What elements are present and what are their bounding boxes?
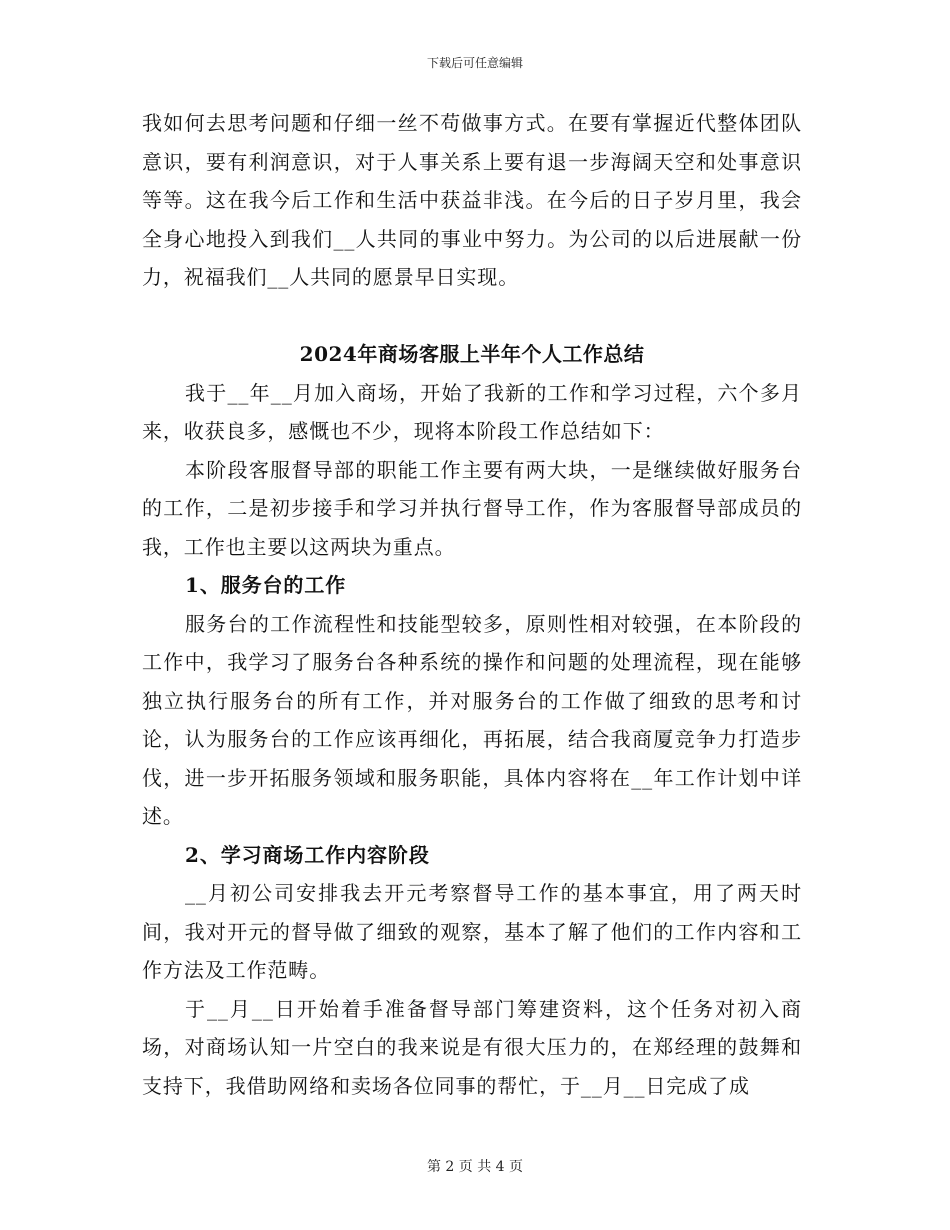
page-header: 下载后可任意编辑 [426,56,523,70]
intro-paragraph: 我如何去思考问题和仔细一丝不苟做事方式。在要有掌握近代整体团队意识，要有利润意识，对于人事关系上要有退一步海阔天空和处事意识等等。这在我今后工作和生活中获益非浅。在今后的日子岁月里，我会全身心地投入到我们__人共同的事业中努力。为公司的以后进展献一份力，祝福我们__人共同的愿景早日实现。 [142,111,802,289]
paragraph-study-1: __月初公司安排我去开元考察督导工作的基本事宜，用了两天时间，我对开元的督导做了细致的观察，基本了解了他们的工作内容和工作方法及工作范畴。 [142,881,802,982]
paragraph-intro: 我于__年__月加入商场，开始了我新的工作和学习过程，六个多月来，收获良多，感慨也不少，现将本阶段工作总结如下： [142,380,802,443]
page-footer: 第 2 页 共 4 页 [426,1159,524,1175]
heading-service-desk: 1、服务台的工作 [185,573,347,597]
heading-study: 2、学习商场工作内容阶段 [185,842,430,867]
document-body [142,104,802,1105]
section-spacer [142,297,802,336]
section-title: 2024年商场客服上半年个人工作总结 [299,342,645,366]
paragraph-service-desk: 服务台的工作流程性和技能型较多，原则性相对较强，在本阶段的工作中，我学习了服务台各种系统的操作和问题的处理流程，现在能够独立执行服务台的所有工作，并对服务台的工作做了细致的思考和讨论，认为服务台的工作应该再细化，再拓展，结合我商厦竞争力打造步伐，进一步开拓服务领域和服务职能，具体内容将在__年工作计划中详述。 [142,611,802,828]
paragraph-duties: 本阶段客服督导部的职能工作主要有两大块，一是继续做好服务台的工作，二是初步接手和学习并执行督导工作，作为客服督导部成员的我，工作也主要以这两块为重点。 [142,457,802,559]
paragraph-study-2: 于__月__日开始着手准备督导部门筹建资料，这个任务对初入商场，对商场认知一片空白的我来说是有很大压力的，在郑经理的鼓舞和支持下，我借助网络和卖场各位同事的帮忙，于__月__日完成了成 [142,996,802,1098]
